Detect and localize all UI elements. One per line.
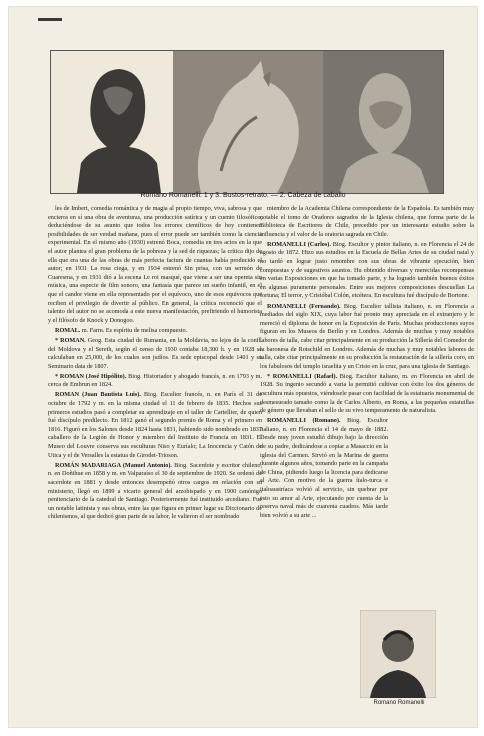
entry-paragraph: ROMANELLI (Fernando). Biog. Escultor tallista italiano, n. en Florencia a mediados del siglo XIX, cuya labor fué pronto muy apreciada en el extranjero y le mereció el diploma de honor en la Exposición de París. Muchas producciones suyos figuran en los Museos de Berlín y en Londres. Además de muchas y muy notables labores de talla, cabe citar principalmente en su producción la Sillería del Comedor de la baronesa de Rotschild en Londres. Además de muchas y muy notables labores de talla, cabe citar principalmente en su producción la restauración de la sillería coro, en los fabulosos del templo israelita y un Cristo en la cruz, para una iglesia de Santiago. <box>260 302 474 370</box>
entry-paragraph: ROMANELLI (Carlos). Biog. Escultor y pintor italiano, n. en Florencia el 24 de agosto de 1872. Hizo sus estudios en la Escuela de Bellas Artes de su ciudad natal y no tardó en lograr justo renombre con sus obras de vibrante ejecución, bien compuestas y de sugestivos asuntos. Hu obtenido diversas y merecidas recompensas en varias Exposiciones en que ha tomado parte, y ha logrado también buenos éxitos en algunas puramente personales. Entre sus mejores composiciones descuellan La fortuna; El terror, y Cristóbal Colón, etcétera. En escultura fué discípulo de Bortone. <box>260 240 474 300</box>
portrait-caption: Romano Romanelli <box>373 700 425 706</box>
left-text-column <box>48 205 262 725</box>
entry-paragraph: les de Imbert, comedia romántica y de magia al propio tiempo, viva, sabrosa y que encierra en sí una obra de aventuras, una producción satírica y un cuento filosófico, deduciéndose de su asunto que todos los errores científicos de hoy contienen posibilidades de ser verdad mañana, pues el error puede ser también como la ciencia experimental. En el mismo año (1930) estrenó Boca, comedia en tres actos en la que el autor plantea el gran problema de la pobreza y la sed de riquezas; la crítica dijo de ella que era una de las obras de más perfecta factura de cuantas había producido el autor; en 1931 La rosa ciega, y en 1934 estrenó Sin prisa, con un sermón de Cuaresma, y en 1931 dió a la escena Le roi masqué, que viene a ser una opereta sin música, una especie de film sonoro, una fantasía que parece un sueño infantil, en el que el candor viene en ella representado por el equívoco, uno de esos equívocos que reciben el privilegio de divertir al público. En general, la crítica reconoció que el talento del autor no se acomoda a este nueva manifestación, prefiriendo el humorista y el filósofo de Knock y Donogoo. <box>48 205 262 324</box>
sculpture-photos <box>51 51 443 193</box>
entry-paragraph: miembro de la Academia Chilena correspondiente de la Española. Es también muy notable el tomo de Oradores sagrados de la Iglesia chilena, que forma parte de la Biblioteca de Escritores de Chile, precedido por un interesante estudio sobre la influencia y el valor de la oratoria sagrada en Chile. <box>260 205 474 238</box>
figure-caption: Romano Romanelli: 1 y 3. Bustos-retrato. — 2. Cabeza de caballo <box>140 192 346 199</box>
entry-paragraph: ROMAN (Juan Bautista Luis). Biog. Escultor francés, n. en París el 31 de octubre de 1792 y m. en la misma ciudad el 11 de febrero de 1835. Hechos sus primeros estudios pasó a completar su aprendizaje en el taller de Cartellier, de quien fué discípulo predilecto. En 1812 ganó el segundo premio de Roma y el primero en 1816. Figuró en los Salones desde 1824 hasta 1831, habiendo sido nombrado en 1837 caballero de la Legión de Honor y miembro del Instituto de Francia en 1831. El Museo del Louvre conserva sus esculturas Niso y Euríalo; La Inocencia y Catón de Utica y el de Versalles la estatua de Girodet-Trioson. <box>48 391 262 459</box>
entry-paragraph: * ROMAN (José Hipólito). Biog. Historiador y abogado francés, n. en 1793 y m. cerca de Embrun en 1824. <box>48 372 262 389</box>
entry-paragraph: * ROMANELLI (Rafael). Biog. Escultor italiano, m. en Florencia en abril de 1928. Su ingenio secundó a varia la permitió cultivar con éxito los dos géneros de escultura más opuestos, viéndosele pasar con facilidad de la estatuaria monumental de desmesurado tamaño como la de Carlos Alberto, en Roma, a las pequeñas estatuillas de género que llevaban el sello de su vivo temperamento de naturalista. <box>260 372 474 415</box>
entry-paragraph: ROMAL. m. Farm. Es espíritu de melisa compuesto. <box>55 326 188 334</box>
page-top-mark <box>38 18 62 21</box>
entry-paragraph: * ROMAN. Geog. Esta ciudad de Rumania, en la Moldavia, no lejos de la confl. del Moldova y el Sereth, según el censo de 1930 contaba 18,300 h. y en 1928 se calculaban en 25,000, de los cuales son judíos. Es sede episcopal desde 1401 y su Seminario data de 1807. <box>48 336 262 370</box>
encyclopedia-page <box>8 6 478 728</box>
entry-paragraph: ROMÁN MADARIAGA (Manuel Antonio). Biog. Sacerdote y escritor chileno, n. en Doñihue en 1858 y m. en Valparaíso el 30 de septiembre de 1920. Se ordenó de sacerdote en 1881 y desde entonces desempeñó otros cargos en relación con su ministerio, llegó en 1899 a vicario general del arzobispado y en 1900 canónigo penitenciario de la catedral de Santiago. Posteriormente fué instituido arcediano. Fué un notable latinista y sus obras, entre las que figura en primer lugar su Diccionario de chilenismos, al que dedicó gran parte de su labor, le valieron el ser nombrado <box>48 461 262 521</box>
sculpture-photo-strip <box>50 50 444 194</box>
bust-portrait-right-icon <box>323 51 443 193</box>
entry-paragraph: ROMANELLI (Romano). Biog. Escultor italiano, n. en Florencia el 14 de mayo de 1882. Desde muy joven estudió dibujo bajo la dirección de su padre, dedicándose a copiar a Masaccio en la iglesia del Carmen. Sirvió en la Marina de guerra durante algunos años, tomando parte en la campaña de China, pidiendo luego la licencia para dedicarse al Arte. Con motivo de la guerra ítalo-turca e italoaustríaca volvió al servicio, sin quebrar por esto su amor al Arte, ejecutando por cuenta de la reserva naval más de cuarenta cuadros. Más tarde bien volvió a su arte ... <box>260 417 388 519</box>
photo-portrait-icon <box>360 610 436 698</box>
bust-portrait-left-icon <box>51 51 173 193</box>
portrait-photo <box>360 610 436 698</box>
horse-head-sculpture-icon <box>173 51 323 193</box>
